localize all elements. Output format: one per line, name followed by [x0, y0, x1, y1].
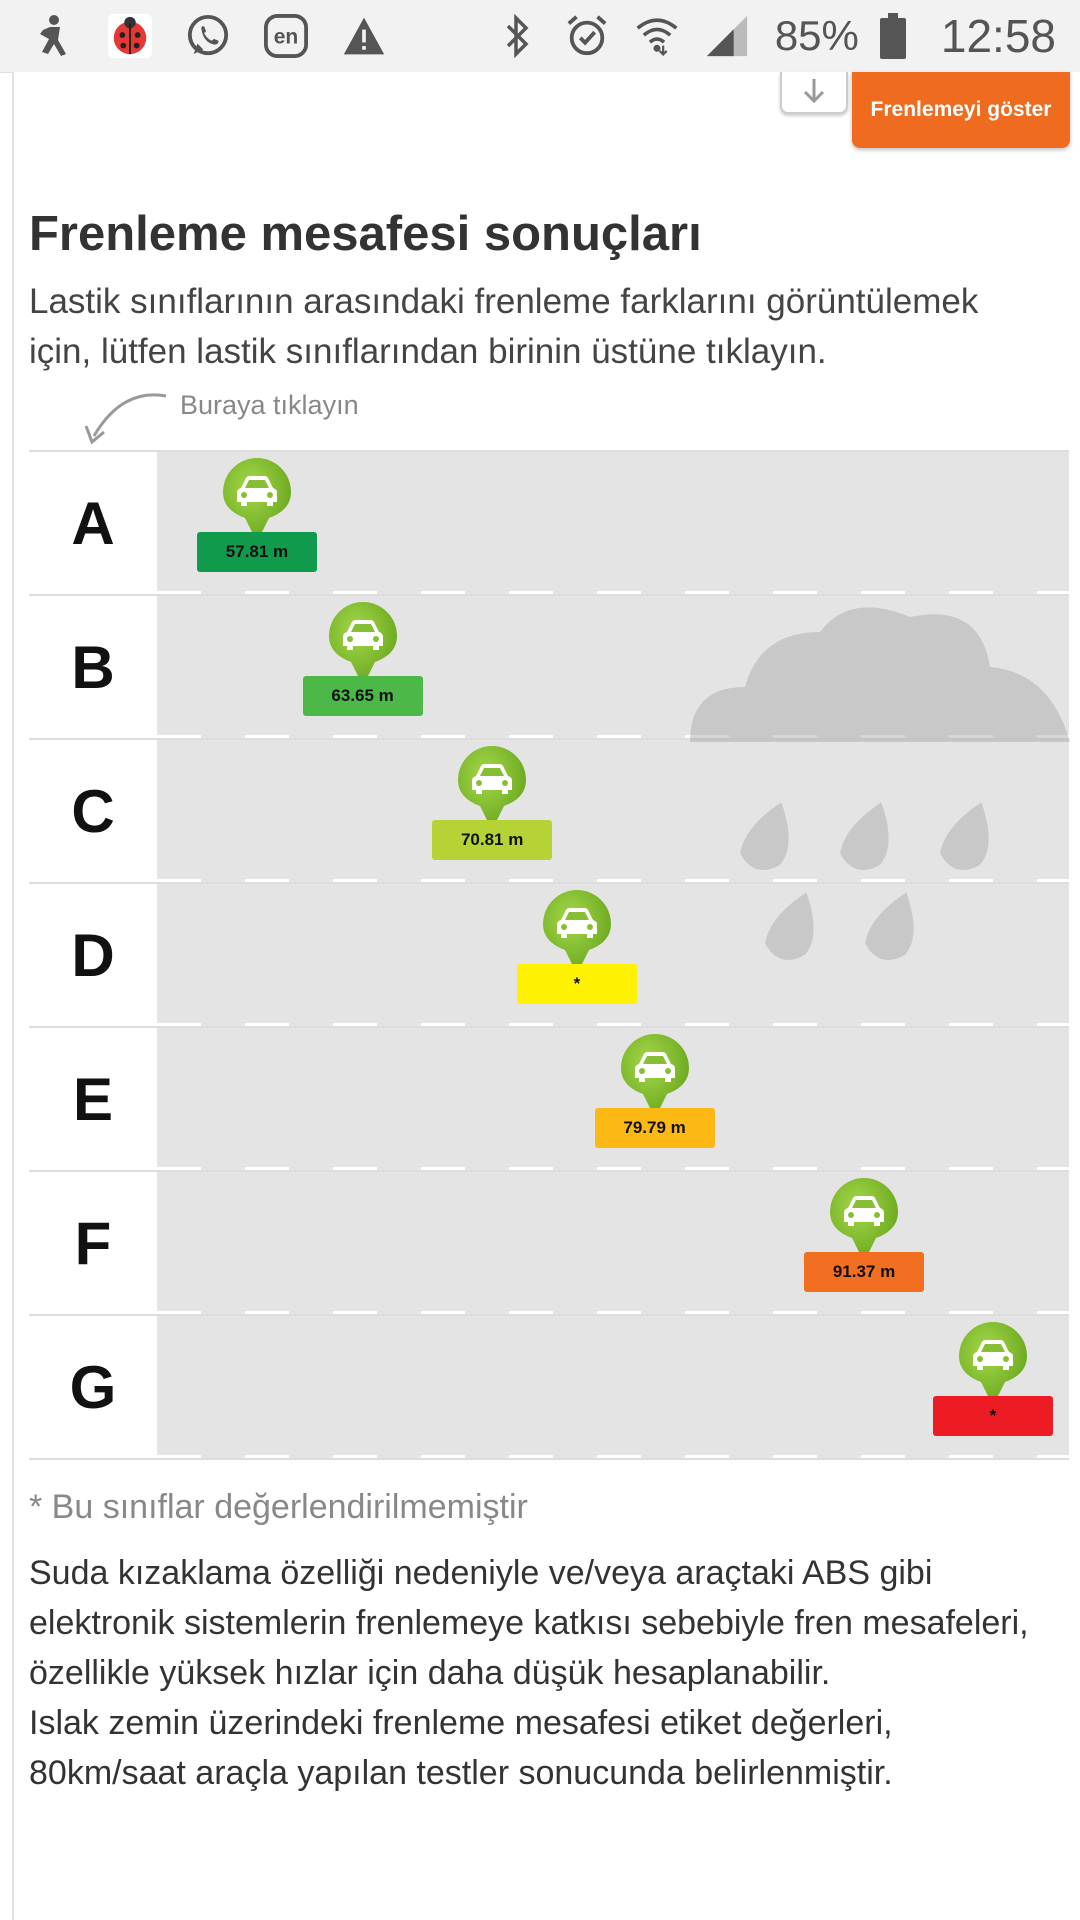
- collapse-toggle[interactable]: [780, 72, 848, 114]
- distance-badge: *: [933, 1396, 1053, 1436]
- not-rated-note: * Bu sınıflar değerlendirilmemiştir: [29, 1488, 528, 1526]
- page-title: Frenleme mesafesi sonuçları: [29, 207, 702, 261]
- class-letter[interactable]: C: [29, 740, 157, 882]
- braking-distance-chart: [29, 450, 1069, 1462]
- class-letter[interactable]: A: [29, 452, 157, 594]
- svg-text:en: en: [273, 25, 299, 49]
- distance-badge: 91.37 m: [804, 1252, 924, 1292]
- instructions: Lastik sınıflarının arasındaki frenleme farklarını görüntülemek için, lütfen lastik sınıflarından birinin üstüne tıklayın.: [29, 282, 979, 371]
- warning-icon: [342, 14, 386, 58]
- arrow-down-icon: [797, 77, 831, 107]
- ladybug-app-icon: [108, 14, 152, 58]
- click-here-hint: Buraya tıklayın: [180, 390, 359, 420]
- accessibility-icon: [30, 14, 74, 58]
- distance-badge: *: [517, 964, 637, 1004]
- alarm-icon: [565, 14, 609, 58]
- distance-badge: 70.81 m: [432, 820, 552, 860]
- rain-cloud-icon: [690, 592, 1070, 972]
- explanation-paragraph-1: Suda kızaklama özelliği nedeniyle ve/veya araçtaki ABS gibi elektronik sistemlerin frenlemeye katkısı sebebiyle fren mesafeleri, özellikle yüksek hızlar için daha düşük hesaplanabilir.: [29, 1554, 1029, 1692]
- tyre-class-row-f[interactable]: [29, 1172, 1069, 1316]
- distance-badge: 79.79 m: [595, 1108, 715, 1148]
- explanation-text: [29, 1548, 1039, 1798]
- status-bar-system: [495, 9, 1080, 63]
- class-letter[interactable]: F: [29, 1172, 157, 1314]
- battery-percent: 85%: [774, 12, 859, 59]
- battery-icon: [871, 14, 915, 58]
- class-letter[interactable]: E: [29, 1028, 157, 1170]
- road-lane: [157, 452, 1069, 594]
- class-letter[interactable]: G: [29, 1316, 157, 1458]
- bluetooth-icon: [495, 14, 539, 58]
- whatsapp-icon: [186, 14, 230, 58]
- show-braking-button[interactable]: Frenlemeyi göster: [852, 72, 1070, 148]
- status-bar-notifications: [0, 14, 386, 58]
- class-letter[interactable]: D: [29, 884, 157, 1026]
- distance-badge: 63.65 m: [303, 676, 423, 716]
- class-letter[interactable]: B: [29, 596, 157, 738]
- clock: 12:58: [940, 10, 1056, 62]
- explanation-paragraph-2: Islak zemin üzerindeki frenleme mesafesi etiket değerleri, 80km/saat araçla yapılan testler sonucunda belirlenmiştir.: [29, 1704, 893, 1792]
- en-keyboard-icon: [264, 14, 308, 58]
- tyre-class-row-g[interactable]: [29, 1316, 1069, 1460]
- tyre-class-row-e[interactable]: [29, 1028, 1069, 1172]
- wifi-icon: [635, 14, 679, 58]
- curved-arrow-icon: [82, 390, 172, 446]
- road-lane: [157, 1316, 1069, 1458]
- tyre-class-row-a[interactable]: [29, 452, 1069, 596]
- road-lane: [157, 1028, 1069, 1170]
- status-bar: [0, 0, 1080, 73]
- signal-icon: [705, 14, 749, 58]
- road-lane: [157, 1172, 1069, 1314]
- distance-badge: 57.81 m: [197, 532, 317, 572]
